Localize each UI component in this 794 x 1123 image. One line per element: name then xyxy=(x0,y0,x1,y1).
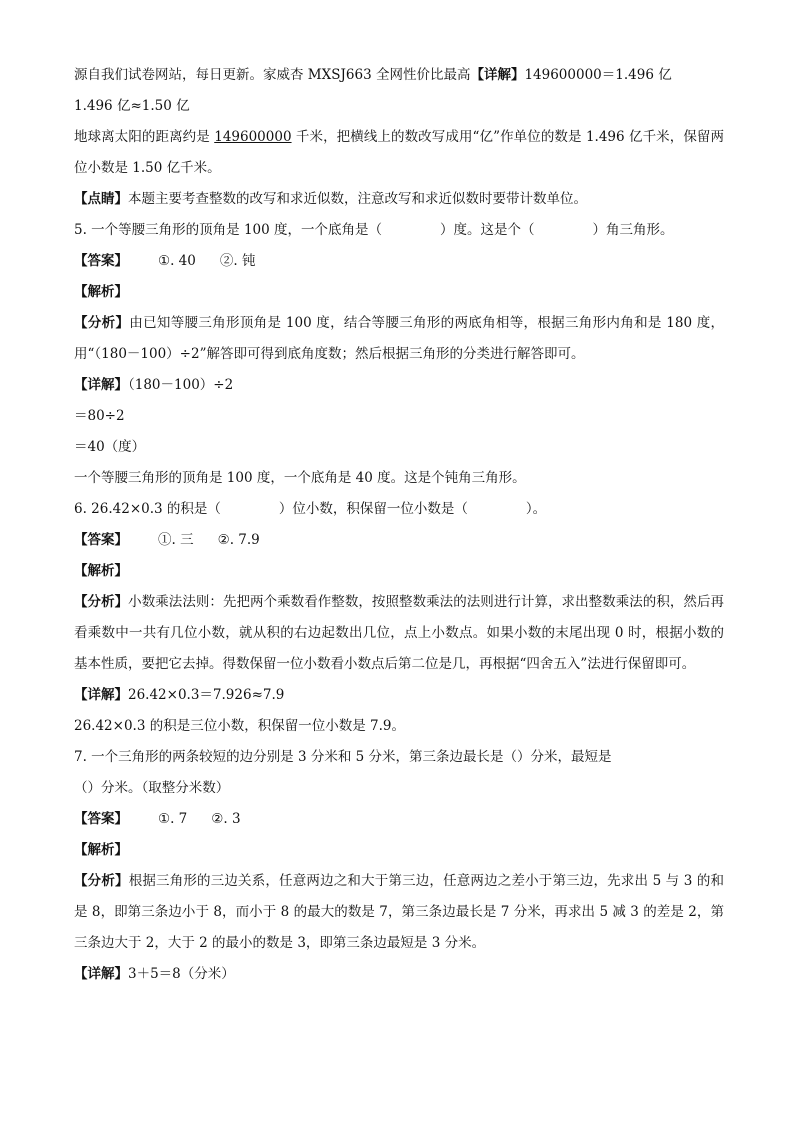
answer-item: ②. 3 xyxy=(211,811,241,827)
q5-fenxi: 【分析】由已知等腰三角形顶角是 100 度，结合等腰三角形的两底角相等，根据三角形内角和是 180 度，用“（180－100）÷2”解答即可得到底角度数；然后根据三角形的分类进行解答即可。 xyxy=(74,315,725,362)
answer-tag: 【答案】 xyxy=(74,532,128,548)
earth-paragraph: 地球离太阳的距离约是 149600000 千米，把横线上的数改写成用“亿”作单位的数是 1.496 亿千米，保留两位小数是 1.50 亿千米。 xyxy=(74,129,725,176)
q5-xiangjie: 【详解】（180－100）÷2 xyxy=(74,377,234,393)
q5-step: ＝80÷2 xyxy=(74,408,125,424)
answer-item: ①. 三 xyxy=(158,532,194,548)
q7-answer xyxy=(74,804,724,835)
document-page xyxy=(74,60,724,990)
answer-item: ②. 钝 xyxy=(219,253,256,269)
q7-jiexi: 【解析】 xyxy=(74,842,128,858)
answer-item: ①. 7 xyxy=(158,811,188,827)
q6-xiangjie: 【详解】26.42×0.3＝7.926≈7.9 xyxy=(74,687,285,703)
dianjing-line: 【点睛】本题主要考查整数的改写和求近似数，注意改写和求近似数时要带计数单位。 xyxy=(74,191,587,207)
answer-item: ①. 40 xyxy=(158,253,196,269)
q6-jiexi: 【解析】 xyxy=(74,563,128,579)
underlined-number: 149600000 xyxy=(214,129,292,145)
dianjing-tag: 【点睛】 xyxy=(74,191,128,207)
q7-stem: 7. 一个三角形的两条较短的边分别是 3 分米和 5 分米，第三条边最长是（）分米，最短是 （）分米。（取整分米数） xyxy=(74,749,612,796)
approx-line: 1.496 亿≈1.50 亿 xyxy=(74,98,190,114)
q5-step: ＝40（度） xyxy=(74,439,146,455)
q6-conclusion: 26.42×0.3 的积是三位小数，积保留一位小数是 7.9。 xyxy=(74,718,405,734)
q6-fenxi: 【分析】小数乘法法则：先把两个乘数看作整数，按照整数乘法的法则进行计算，求出整数乘法的积，然后再看乘数中一共有几位小数，就从积的右边起数出几位，点上小数点。如果小数的末尾出现 0 时，根据小数的基本性质，要把它去掉。得数保留一位小数看小数点后第二位是几，再根据“四舍五入”法进行保留即可。 xyxy=(74,594,725,672)
q5-conclusion: 一个等腰三角形的顶角是 100 度，一个底角是 40 度。这是个钝角三角形。 xyxy=(74,470,526,486)
answer-item: ②. 7.9 xyxy=(217,532,260,548)
q5-answer xyxy=(74,246,724,277)
watermark-text: 源自我们试卷网站，每日更新。家威杏 MXSJ663 全网性价比最高 xyxy=(74,67,471,83)
answer-tag: 【答案】 xyxy=(74,253,128,269)
q5-jiexi: 【解析】 xyxy=(74,284,128,300)
q7-xiangjie: 【详解】3＋5＝8（分米） xyxy=(74,966,235,982)
q6-stem: 6. 26.42×0.3 的积是（ ）位小数，积保留一位小数是（ ）。 xyxy=(74,501,547,517)
answer-tag: 【答案】 xyxy=(74,811,128,827)
header-line xyxy=(74,60,724,91)
xiangjie-text: 149600000＝1.496 亿 xyxy=(524,67,672,83)
q7-fenxi: 【分析】根据三角形的三边关系，任意两边之和大于第三边，任意两边之差小于第三边，先求出 5 与 3 的和是 8，即第三条边小于 8，而小于 8 的最大的数是 7，第三条边最长是 7 分米，再求出 5 减 3 的差是 2，第三条边大于 2，大于 2 的最小的数是 3，即第三条边最短是 3 分米。 xyxy=(74,873,725,951)
xiangjie-tag: 【详解】 xyxy=(470,67,525,83)
q5-stem: 5. 一个等腰三角形的顶角是 100 度，一个底角是（ ）度。这是个（ ）角三角形。 xyxy=(74,222,674,238)
q6-answer xyxy=(74,525,724,556)
